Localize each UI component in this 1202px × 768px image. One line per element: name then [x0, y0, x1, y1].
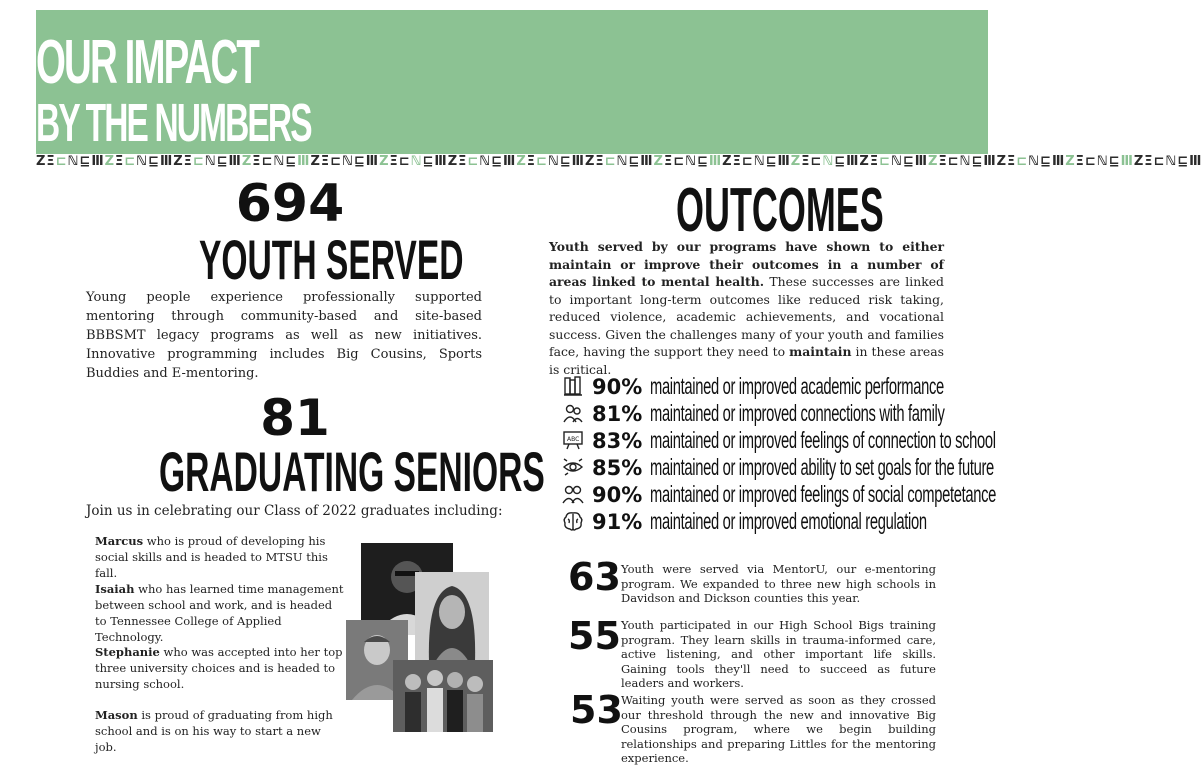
high-school-bigs-text: Youth participated in our High School Bigs training program. They learn skills in trauma-informed care, active listening, and other important life skills. Gaining tools they'll need to succeed as future leaders and workers. — [621, 618, 936, 690]
intro-end: in these areas is critical. — [549, 344, 944, 377]
outcome-text: maintained or improved connections with family — [650, 400, 945, 426]
graduate-isaiah — [95, 581, 345, 645]
photo-mason-group — [393, 660, 493, 732]
big-cousins-text: Waiting youth were served as soon as they crossed our threshold through the new and innovative Big Cousins program, where we begin building relationships and preparing Littles for the mentoring experience. — [621, 693, 936, 765]
graduate-text: is proud of graduating from high school and is on his way to start a new job. — [95, 708, 333, 754]
youth-served-description: Young people experience professionally supported mentoring through community-based and site-based BBBSMT legacy programs as well as new initiatives. Innovative programming includes Big Cousins, Sports Buddies and E-mentoring. — [86, 290, 482, 381]
photo-stephanie — [415, 572, 489, 662]
outcome-text: maintained or improved feelings of social competetance — [650, 481, 997, 507]
outcome-percent: 81% — [592, 402, 643, 426]
outcomes-heading: OUTCOMES — [676, 176, 884, 245]
outcome-text: maintained or improved academic performance — [650, 373, 944, 399]
mentoru-text: Youth were served via MentorU, our e-mentoring program. We expanded to three new high schools in Davidson and Dickson counties this year. — [621, 562, 936, 605]
graduate-marcus — [95, 533, 345, 581]
seniors-label: GRADUATING SENIORS — [159, 440, 545, 503]
title-line-1: OUR IMPACT — [36, 28, 258, 97]
svg-text:ABC: ABC — [567, 436, 580, 443]
high-school-bigs-number: 55 — [568, 614, 621, 658]
mentoru-number: 63 — [568, 555, 621, 599]
chalkboard-icon — [562, 429, 584, 451]
celebrate-text: Join us in celebrating our Class of 2022 graduates including: — [86, 503, 503, 519]
intro-rest: These successes are linked to important long-term outcomes like reduced risk taking, reduced violence, academic achievements, and vocational success. Given the challenges many of your youth and families face, having the support they need to — [549, 274, 944, 359]
people-icon — [562, 483, 584, 505]
graduate-text: who was accepted into her top three university choices and is headed to nursing school. — [95, 645, 343, 691]
seniors-number: 81 — [260, 389, 330, 447]
youth-served-number: 694 — [235, 174, 345, 234]
outcome-percent: 85% — [592, 456, 643, 480]
graduate-text: who has learned time management between school and work, and is headed to Tennessee College of Applied Technology. — [95, 582, 344, 644]
pattern-border: ZΞ⊏ℕ⊑ⅢZΞ⊏ℕ⊑ⅢZΞ⊏ℕ⊑ⅢZΞ⊏ℕ⊑ⅢZΞ⊏ℕ⊑ⅢZΞ⊏ℕ⊑ⅢZΞ⊏ℕ⊑ⅢZΞ⊏ℕ⊑ⅢZΞ⊏ℕ⊑ⅢZΞ⊏ℕ⊑ⅢZΞ⊏ℕ⊑ⅢZΞ⊏ℕ⊑ⅢZΞ⊏ℕ⊑ⅢZΞ⊏ℕ⊑ⅢZΞ⊏ℕ⊑ⅢZΞ⊏ℕ⊑ⅢZΞ⊏ℕ⊑Ⅲ — [36, 154, 1202, 169]
youth-served-label: YOUTH SERVED — [199, 228, 464, 291]
graduate-mason — [95, 707, 345, 755]
title-line-2: BY THE NUMBERS — [36, 93, 311, 153]
brain-icon — [562, 510, 584, 532]
graduate-name: Marcus — [95, 534, 144, 548]
outcomes-intro — [549, 238, 944, 378]
outcome-percent: 90% — [592, 375, 643, 399]
outcome-percent: 90% — [592, 483, 643, 507]
family-icon — [562, 402, 584, 424]
graduate-text: who is proud of developing his social skills and is headed to MTSU this fall. — [95, 534, 328, 580]
outcome-text: maintained or improved emotional regulation — [650, 508, 927, 534]
books-icon — [562, 375, 584, 397]
big-cousins-number: 53 — [570, 688, 623, 732]
graduate-stephanie — [95, 644, 345, 692]
vision-icon — [562, 456, 584, 478]
outcome-text: maintained or improved ability to set goals for the future — [650, 454, 994, 480]
graduate-name: Stephanie — [95, 645, 160, 659]
outcome-percent: 91% — [592, 510, 643, 534]
page-title — [36, 28, 311, 153]
intro-bold-maintain: maintain — [789, 344, 852, 359]
graduate-name: Mason — [95, 708, 138, 722]
intro-bold: Youth served by our programs have shown to either maintain or improve their outcomes in a number of areas linked to mental health. — [549, 239, 944, 289]
outcome-percent: 83% — [592, 429, 643, 453]
outcome-text: maintained or improved feelings of connection to school — [650, 427, 996, 453]
graduate-name: Isaiah — [95, 582, 135, 596]
